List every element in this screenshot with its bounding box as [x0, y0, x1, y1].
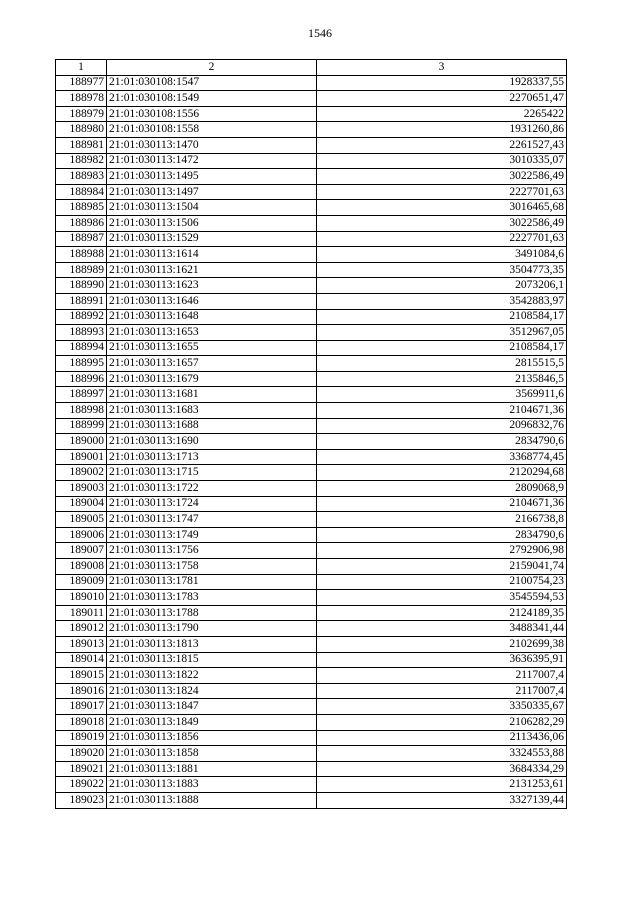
cadastral-number-cell: 21:01:030113:1470 — [107, 137, 317, 153]
value-cell: 2117007,4 — [317, 683, 567, 699]
table-row — [56, 356, 567, 372]
row-number-cell: 188982 — [56, 153, 107, 169]
cadastral-number-cell: 21:01:030113:1690 — [107, 434, 317, 450]
value-cell: 2265422 — [317, 106, 567, 122]
cadastral-number-cell: 21:01:030113:1495 — [107, 169, 317, 185]
row-number-cell: 189015 — [56, 668, 107, 684]
row-number-cell: 189010 — [56, 590, 107, 606]
table-row — [56, 496, 567, 512]
row-number-cell: 188991 — [56, 293, 107, 309]
cadastral-number-cell: 21:01:030113:1749 — [107, 527, 317, 543]
value-cell: 2108584,17 — [317, 309, 567, 325]
value-cell: 2106282,29 — [317, 714, 567, 730]
table-row — [56, 371, 567, 387]
table-row — [56, 91, 567, 107]
cadastral-number-cell: 21:01:030113:1824 — [107, 683, 317, 699]
row-number-cell: 188980 — [56, 122, 107, 138]
table-row — [56, 714, 567, 730]
row-number-cell: 189007 — [56, 543, 107, 559]
value-cell: 2113436,06 — [317, 730, 567, 746]
row-number-cell: 189020 — [56, 746, 107, 762]
value-cell: 2270651,47 — [317, 91, 567, 107]
value-cell: 2104671,36 — [317, 403, 567, 419]
table-row — [56, 184, 567, 200]
column-header-2: 2 — [107, 60, 317, 76]
cadastral-number-cell: 21:01:030113:1506 — [107, 215, 317, 231]
row-number-cell: 189023 — [56, 792, 107, 808]
value-cell: 3542883,97 — [317, 293, 567, 309]
row-number-cell: 188998 — [56, 403, 107, 419]
value-cell: 2792906,98 — [317, 543, 567, 559]
cadastral-number-cell: 21:01:030113:1681 — [107, 387, 317, 403]
row-number-cell: 188997 — [56, 387, 107, 403]
row-number-cell: 189018 — [56, 714, 107, 730]
cadastral-number-cell: 21:01:030113:1822 — [107, 668, 317, 684]
cadastral-number-cell: 21:01:030113:1781 — [107, 574, 317, 590]
column-header-1: 1 — [56, 60, 107, 76]
table-row — [56, 325, 567, 341]
value-cell: 2834790,6 — [317, 434, 567, 450]
value-cell: 1928337,55 — [317, 75, 567, 91]
row-number-cell: 188993 — [56, 325, 107, 341]
value-cell: 3504773,35 — [317, 262, 567, 278]
row-number-cell: 189022 — [56, 777, 107, 793]
cadastral-number-cell: 21:01:030113:1623 — [107, 278, 317, 294]
table-header-row — [56, 60, 567, 76]
table-row — [56, 621, 567, 637]
table-row — [56, 699, 567, 715]
cadastral-number-cell: 21:01:030113:1529 — [107, 231, 317, 247]
cadastral-number-cell: 21:01:030113:1679 — [107, 371, 317, 387]
value-cell: 1931260,86 — [317, 122, 567, 138]
row-number-cell: 188981 — [56, 137, 107, 153]
value-cell: 2131253,61 — [317, 777, 567, 793]
table-row — [56, 169, 567, 185]
table-row — [56, 605, 567, 621]
cadastral-number-cell: 21:01:030113:1888 — [107, 792, 317, 808]
value-cell: 2834790,6 — [317, 527, 567, 543]
table-row — [56, 340, 567, 356]
cadastral-number-cell: 21:01:030113:1614 — [107, 247, 317, 263]
row-number-cell: 188983 — [56, 169, 107, 185]
table-row — [56, 247, 567, 263]
value-cell: 3368774,45 — [317, 449, 567, 465]
table-row — [56, 262, 567, 278]
cadastral-number-cell: 21:01:030113:1497 — [107, 184, 317, 200]
table-row — [56, 652, 567, 668]
row-number-cell: 189001 — [56, 449, 107, 465]
row-number-cell: 188977 — [56, 75, 107, 91]
cadastral-number-cell: 21:01:030108:1556 — [107, 106, 317, 122]
cadastral-number-cell: 21:01:030113:1724 — [107, 496, 317, 512]
row-number-cell: 189008 — [56, 559, 107, 575]
row-number-cell: 189017 — [56, 699, 107, 715]
row-number-cell: 188999 — [56, 418, 107, 434]
value-cell: 3350335,67 — [317, 699, 567, 715]
value-cell: 3491084,6 — [317, 247, 567, 263]
table-row — [56, 730, 567, 746]
cadastral-number-cell: 21:01:030113:1747 — [107, 512, 317, 528]
row-number-cell: 188996 — [56, 371, 107, 387]
value-cell: 2227701,63 — [317, 184, 567, 200]
cadastral-number-cell: 21:01:030113:1713 — [107, 449, 317, 465]
cadastral-number-cell: 21:01:030113:1646 — [107, 293, 317, 309]
value-cell: 3684334,29 — [317, 761, 567, 777]
row-number-cell: 189003 — [56, 481, 107, 497]
table-row — [56, 418, 567, 434]
cadastral-number-cell: 21:01:030113:1883 — [107, 777, 317, 793]
cadastral-number-cell: 21:01:030113:1648 — [107, 309, 317, 325]
cadastral-number-cell: 21:01:030113:1722 — [107, 481, 317, 497]
table-row — [56, 636, 567, 652]
value-cell: 2809068,9 — [317, 481, 567, 497]
row-number-cell: 189019 — [56, 730, 107, 746]
row-number-cell: 189012 — [56, 621, 107, 637]
value-cell: 2073206,1 — [317, 278, 567, 294]
cadastral-number-cell: 21:01:030113:1504 — [107, 200, 317, 216]
value-cell: 3327139,44 — [317, 792, 567, 808]
row-number-cell: 188989 — [56, 262, 107, 278]
cadastral-number-cell: 21:01:030113:1657 — [107, 356, 317, 372]
row-number-cell: 189005 — [56, 512, 107, 528]
row-number-cell: 189014 — [56, 652, 107, 668]
value-cell: 3636395,91 — [317, 652, 567, 668]
value-cell: 2159041,74 — [317, 559, 567, 575]
table-row — [56, 387, 567, 403]
table-row — [56, 122, 567, 138]
cadastral-number-cell: 21:01:030108:1558 — [107, 122, 317, 138]
table-row — [56, 792, 567, 808]
table-row — [56, 106, 567, 122]
value-cell: 2120294,68 — [317, 465, 567, 481]
value-cell: 2227701,63 — [317, 231, 567, 247]
table-row — [56, 200, 567, 216]
value-cell: 3545594,53 — [317, 590, 567, 606]
value-cell: 2117007,4 — [317, 668, 567, 684]
value-cell: 2108584,17 — [317, 340, 567, 356]
value-cell: 3022586,49 — [317, 215, 567, 231]
table-row — [56, 309, 567, 325]
table-row — [56, 137, 567, 153]
cadastral-number-cell: 21:01:030113:1783 — [107, 590, 317, 606]
table-row — [56, 153, 567, 169]
value-cell: 3016465,68 — [317, 200, 567, 216]
row-number-cell: 188994 — [56, 340, 107, 356]
row-number-cell: 189000 — [56, 434, 107, 450]
value-cell: 3324553,88 — [317, 746, 567, 762]
value-cell: 2166738,8 — [317, 512, 567, 528]
value-cell: 2104671,36 — [317, 496, 567, 512]
row-number-cell: 189006 — [56, 527, 107, 543]
cadastral-number-cell: 21:01:030113:1790 — [107, 621, 317, 637]
row-number-cell: 189013 — [56, 636, 107, 652]
value-cell: 2261527,43 — [317, 137, 567, 153]
row-number-cell: 188978 — [56, 91, 107, 107]
cadastral-number-cell: 21:01:030113:1683 — [107, 403, 317, 419]
value-cell: 3022586,49 — [317, 169, 567, 185]
value-cell: 3569911,6 — [317, 387, 567, 403]
cadastral-number-cell: 21:01:030113:1813 — [107, 636, 317, 652]
table-row — [56, 590, 567, 606]
cadastral-number-cell: 21:01:030113:1788 — [107, 605, 317, 621]
table-row — [56, 449, 567, 465]
table-row — [56, 434, 567, 450]
row-number-cell: 189004 — [56, 496, 107, 512]
table-row — [56, 231, 567, 247]
cadastral-number-cell: 21:01:030113:1881 — [107, 761, 317, 777]
table-row — [56, 543, 567, 559]
row-number-cell: 189009 — [56, 574, 107, 590]
cadastral-number-cell: 21:01:030113:1849 — [107, 714, 317, 730]
table-body — [56, 75, 567, 808]
cadastral-number-cell: 21:01:030113:1847 — [107, 699, 317, 715]
table-row — [56, 293, 567, 309]
cadastral-number-cell: 21:01:030113:1621 — [107, 262, 317, 278]
row-number-cell: 189011 — [56, 605, 107, 621]
cadastral-number-cell: 21:01:030113:1653 — [107, 325, 317, 341]
row-number-cell: 188986 — [56, 215, 107, 231]
table-row — [56, 683, 567, 699]
table-row — [56, 278, 567, 294]
cadastral-number-cell: 21:01:030113:1715 — [107, 465, 317, 481]
row-number-cell: 188979 — [56, 106, 107, 122]
value-cell: 2100754,23 — [317, 574, 567, 590]
value-cell: 3010335,07 — [317, 153, 567, 169]
table-row — [56, 527, 567, 543]
table-row — [56, 512, 567, 528]
table-row — [56, 75, 567, 91]
row-number-cell: 189002 — [56, 465, 107, 481]
cadastral-number-cell: 21:01:030113:1858 — [107, 746, 317, 762]
row-number-cell: 188992 — [56, 309, 107, 325]
table-row — [56, 481, 567, 497]
value-cell: 2096832,76 — [317, 418, 567, 434]
cadastral-number-cell: 21:01:030113:1472 — [107, 153, 317, 169]
cadastral-number-cell: 21:01:030113:1815 — [107, 652, 317, 668]
row-number-cell: 189021 — [56, 761, 107, 777]
value-cell: 3512967,05 — [317, 325, 567, 341]
table-row — [56, 746, 567, 762]
row-number-cell: 188987 — [56, 231, 107, 247]
value-cell: 2815515,5 — [317, 356, 567, 372]
row-number-cell: 188984 — [56, 184, 107, 200]
cadastral-number-cell: 21:01:030108:1549 — [107, 91, 317, 107]
table-row — [56, 761, 567, 777]
row-number-cell: 188990 — [56, 278, 107, 294]
table-row — [56, 777, 567, 793]
cadastral-number-cell: 21:01:030113:1688 — [107, 418, 317, 434]
table-row — [56, 574, 567, 590]
value-cell: 2102699,38 — [317, 636, 567, 652]
cadastral-number-cell: 21:01:030113:1758 — [107, 559, 317, 575]
table-row — [56, 559, 567, 575]
cadastral-number-cell: 21:01:030113:1856 — [107, 730, 317, 746]
row-number-cell: 188988 — [56, 247, 107, 263]
value-cell: 2135846,5 — [317, 371, 567, 387]
row-number-cell: 189016 — [56, 683, 107, 699]
table-row — [56, 403, 567, 419]
value-cell: 2124189,35 — [317, 605, 567, 621]
row-number-cell: 188995 — [56, 356, 107, 372]
cadastral-number-cell: 21:01:030108:1547 — [107, 75, 317, 91]
table-row — [56, 465, 567, 481]
cadastral-number-cell: 21:01:030113:1655 — [107, 340, 317, 356]
cadastral-number-cell: 21:01:030113:1756 — [107, 543, 317, 559]
table-row — [56, 668, 567, 684]
row-number-cell: 188985 — [56, 200, 107, 216]
column-header-3: 3 — [317, 60, 567, 76]
table-row — [56, 215, 567, 231]
registry-table — [55, 59, 567, 809]
page-number: 1546 — [308, 26, 332, 40]
value-cell: 3488341,44 — [317, 621, 567, 637]
